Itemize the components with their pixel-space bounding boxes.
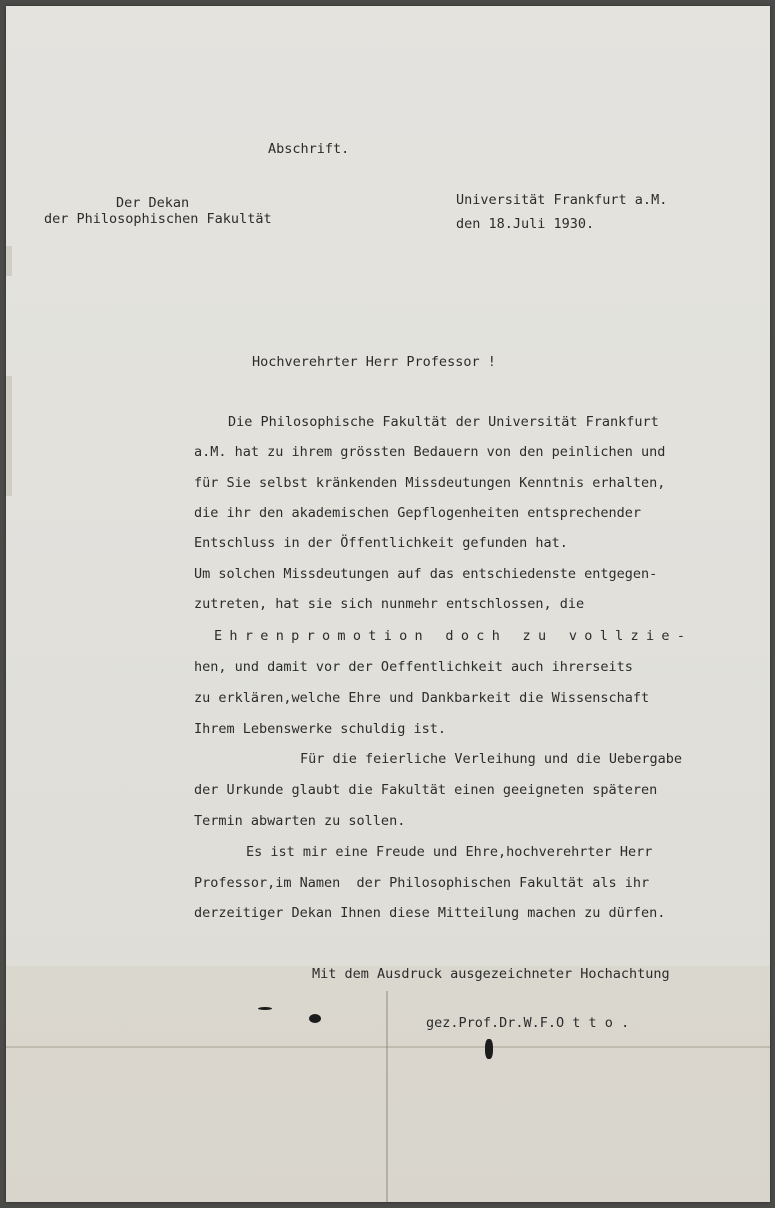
body-line: Es ist mir eine Freude und Ehre,hochverehrter Herr <box>246 844 653 860</box>
body-line: Für die feierliche Verleihung und die Uebergabe <box>300 751 683 767</box>
body-line: zu erklären,welche Ehre und Dankbarkeit die Wissenschaft <box>194 690 650 706</box>
horizontal-fold-crease <box>6 1046 770 1048</box>
date-line: den 18.Juli 1930. <box>456 216 595 232</box>
place-line: Universität Frankfurt a.M. <box>456 192 668 208</box>
body-line: a.M. hat zu ihrem grössten Bedauern von den peinlichen und <box>194 444 666 460</box>
salutation: Hochverehrter Herr Professor ! <box>252 354 496 370</box>
vertical-fold-crease <box>386 991 388 1202</box>
ink-spot <box>258 1007 272 1010</box>
signature-line: gez.Prof.Dr.W.F.O t t o . <box>426 1015 630 1031</box>
body-line: derzeitiger Dekan Ihnen diese Mitteilung machen zu dürfen. <box>194 905 666 921</box>
ink-spot <box>309 1014 321 1023</box>
body-line: der Urkunde glaubt die Fakultät einen geeigneten späteren <box>194 782 658 798</box>
body-line: die ihr den akademischen Gepflogenheiten entsprechender <box>194 505 642 521</box>
sender-line-2: der Philosophischen Fakultät <box>44 211 272 227</box>
body-line: Entschluss in der Öffentlichkeit gefunden hat. <box>194 535 568 551</box>
document-page <box>6 6 770 1202</box>
body-line: hen, und damit vor der Oeffentlichkeit auch ihrerseits <box>194 659 633 675</box>
document-heading: Abschrift. <box>268 141 350 157</box>
body-line: Ihrem Lebenswerke schuldig ist. <box>194 721 446 737</box>
body-line: Termin abwarten zu sollen. <box>194 813 406 829</box>
body-line: Um solchen Missdeutungen auf das entschiedenste entgegen- <box>194 566 658 582</box>
body-line: Professor,im Namen der Philosophischen Fakultät als ihr <box>194 875 650 891</box>
ink-spot <box>485 1039 493 1059</box>
body-line: zutreten, hat sie sich nunmehr entschlossen, die <box>194 596 585 612</box>
left-edge-tear <box>6 376 12 496</box>
body-line: Ehrenpromotion doch zu vollzie- <box>214 628 693 644</box>
body-line: für Sie selbst kränkenden Missdeutungen Kenntnis erhalten, <box>194 475 666 491</box>
left-edge-tear <box>6 246 12 276</box>
closing-line: Mit dem Ausdruck ausgezeichneter Hochachtung <box>312 966 670 982</box>
paper-discoloration <box>6 966 770 1202</box>
sender-line-1: Der Dekan <box>116 195 190 211</box>
body-line: Die Philosophische Fakultät der Universität Frankfurt <box>228 414 659 430</box>
